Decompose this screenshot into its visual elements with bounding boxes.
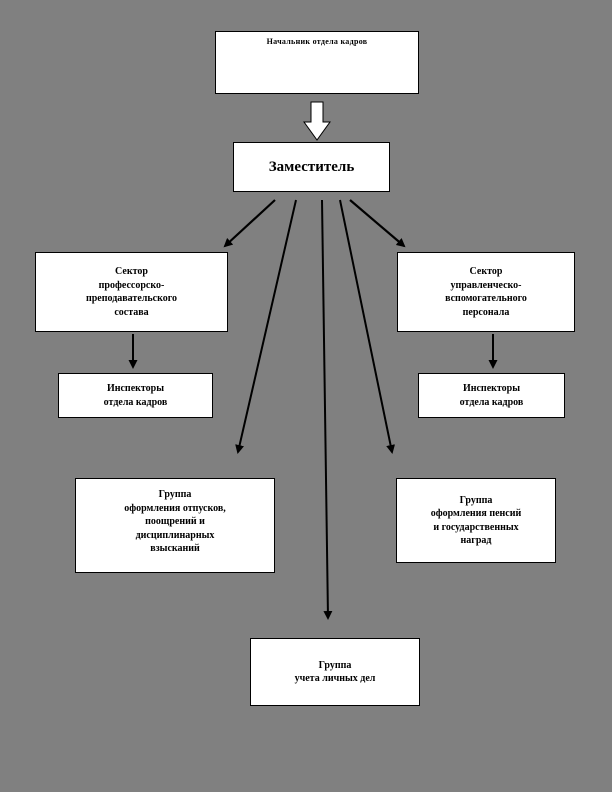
node-label-line: вспомогательного xyxy=(445,293,527,304)
node-label-line: взысканий xyxy=(150,543,200,554)
node-deputy[interactable] xyxy=(233,142,390,192)
node-label-line: поощрений и xyxy=(145,516,205,527)
node-label-line: оформления отпусков, xyxy=(124,502,226,514)
node-group-pensions-awards[interactable] xyxy=(396,478,556,563)
node-label-line: отдела кадров xyxy=(103,396,168,408)
node-label-line: профессорско- xyxy=(98,279,165,291)
node-label-line: отдела кадров xyxy=(459,396,524,408)
node-label: Начальник отдела кадров xyxy=(266,37,368,46)
node-label-line: и государственных xyxy=(433,521,519,533)
node-label-line: учета личных дел xyxy=(294,673,376,684)
node-label-line: управленческо- xyxy=(450,279,522,291)
node-label-line: Группа xyxy=(318,659,352,671)
node-label: Заместитель xyxy=(268,158,355,175)
node-label-line: состава xyxy=(114,306,149,318)
node-group-leave-rewards-penalties[interactable] xyxy=(75,478,275,573)
node-label-line: Сектор xyxy=(469,266,503,277)
node-sector-teaching-staff[interactable] xyxy=(35,252,228,332)
node-label-line: персонала xyxy=(462,306,510,318)
node-inspectors-left[interactable] xyxy=(58,373,213,418)
node-label-line: Инспекторы xyxy=(106,383,165,394)
node-label-line: дисциплинарных xyxy=(135,529,215,541)
connector-deputy-to-group-pension xyxy=(340,200,392,452)
node-label-line: наград xyxy=(460,535,492,546)
connector-deputy-to-group-records xyxy=(322,200,328,618)
node-inspectors-right[interactable] xyxy=(418,373,565,418)
node-head-of-hr-department[interactable] xyxy=(215,31,419,94)
connector-deputy-to-group-leave xyxy=(238,200,296,452)
node-label-line: Группа xyxy=(459,494,493,506)
node-label-line: оформления пенсий xyxy=(430,508,522,519)
node-sector-administrative-staff[interactable] xyxy=(397,252,575,332)
node-label-line: Инспекторы xyxy=(462,383,521,394)
node-group-personal-records[interactable] xyxy=(250,638,420,706)
node-label-line: Группа xyxy=(158,489,192,500)
connector-deputy-to-sector-admin xyxy=(350,200,404,246)
node-label-line: преподавательского xyxy=(85,293,178,304)
node-label-line: Сектор xyxy=(115,266,148,277)
connector-head-to-deputy xyxy=(304,102,330,140)
connector-deputy-to-sector-prof xyxy=(225,200,275,246)
